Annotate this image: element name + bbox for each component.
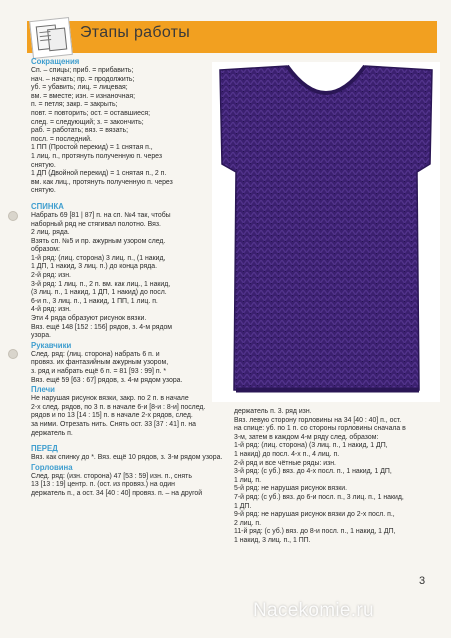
text-line: 7-й ряд: (с уб.) вяз. до 6-и посл. п., 3 лиц. п., 1 накид, xyxy=(234,493,404,501)
text-line: 3-й ряд: 1 лиц. п., 2 п. вм. как лиц., 1 накид, xyxy=(31,280,171,288)
text-line: 1 ПП (Простой перекид) = 1 снятая п., xyxy=(31,144,153,152)
section-heading: ПЕРЕД xyxy=(31,444,58,454)
text-line: 1 ДП. xyxy=(234,502,252,510)
text-line: Вяз. ещё 148 [152 : 156] рядов, з. 4-м рядом xyxy=(31,323,173,331)
text-line: уб. = убавить; лиц. = лицевая; xyxy=(31,84,128,92)
text-line: держатель п. xyxy=(31,429,73,437)
text-line: 1 ДП (Двойной перекид) = 1 снятая п., 2 п. xyxy=(31,170,167,178)
text-line: (3 лиц. п., 1 накид, 1 ДП, 1 накид) до посл. xyxy=(31,289,167,297)
text-line: 13 [13 : 19] центр. п. (ост. из провяз.) на один xyxy=(31,481,175,489)
text-line: 4-й ряд: изн. xyxy=(31,306,71,314)
text-line: 3-й ряд: (с уб.) вяз. до 4-х посл. п., 1 накид, 1 ДП, xyxy=(234,468,392,476)
text-line: рядов и по 13 [14 : 15] п. в начале 2-х рядов, след. xyxy=(31,412,193,420)
instructions-left-column xyxy=(31,57,223,499)
text-line: раб. = работать; вяз. = вязать; xyxy=(31,127,129,135)
text-line: Вяз. как спинку до *. Вяз. ещё 10 рядов, з. 3-м рядом узора. xyxy=(31,454,223,462)
binder-hole xyxy=(8,211,18,221)
text-line: наборный ряд не стягивал полотно. Вяз. xyxy=(31,220,161,228)
text-line: провяз. их фантазийным ажурным узором, xyxy=(31,359,169,367)
text-line: з. ряд и набрать ещё 6 п. = 81 [93 : 99] п. * xyxy=(31,368,167,375)
text-line: След. ряд: (лиц. сторона) набрать 6 п. и xyxy=(31,350,160,358)
text-line: за ними. Отрезать нить. Снять ост. 33 [37 : 41] п. на xyxy=(31,420,196,428)
section-heading: Рукавчики xyxy=(31,340,72,350)
text-line: нач. – начать; пр. = продолжить; xyxy=(31,75,135,83)
text-line: вм. = вместе; изн. = изнаночная; xyxy=(31,92,136,100)
section-heading: Плечи xyxy=(31,385,55,395)
text-line: 2-х след. рядов, по 3 п. в начале 6-и [8-и : 8-и] послед. xyxy=(31,403,206,411)
text-line: 1 накид, 3 лиц. п., 1 ПП. xyxy=(234,536,311,544)
page-number: 3 xyxy=(419,575,426,587)
text-line: 11-й ряд: (с уб.) вяз. до 8-и посл. п., 1 накид, 1 ДП, xyxy=(234,528,396,536)
binder-hole xyxy=(8,349,18,359)
text-line: 2-й ряд: изн. xyxy=(31,272,71,280)
text-line: 1-й ряд: (лиц. сторона) (3 лиц. п., 1 накид, 1 ДП, xyxy=(234,442,388,450)
section-heading: Горловина xyxy=(31,462,73,472)
text-line: Не нарушая рисунок вязки, закр. по 2 п. в начале xyxy=(31,395,189,403)
text-line: держатель п. 3. ряд изн. xyxy=(234,408,312,415)
text-line: 1-й ряд: (лиц. сторона) 3 лиц. п., (1 накид, xyxy=(31,254,166,262)
knitted-top-illustration xyxy=(212,62,440,402)
text-line: Взять сп. №5 и пр. ажурным узором след. xyxy=(31,237,166,245)
text-line: снятую. xyxy=(31,161,56,169)
patterns-icon xyxy=(29,17,73,59)
text-line: Вяз. ещё 59 [63 : 67] рядов, з. 4-м рядом узора. xyxy=(31,376,183,384)
garment-shape xyxy=(220,66,432,390)
section-heading: СПИНКА xyxy=(31,201,64,211)
knitted-top-photo xyxy=(212,62,440,402)
text-line: 3-м, затем в каждом 4-м ряду след. образом: xyxy=(234,433,379,441)
text-line: Набрать 69 [81 | 87] п. на сп. №4 так, чтобы xyxy=(31,211,171,219)
text-line: 6-и п., 3 лиц. п., 1 накид, 1 ПП, 1 лиц. п. xyxy=(31,297,158,305)
text-line: 1 лиц. п. xyxy=(234,476,262,484)
watermark: Nacekomie.ru xyxy=(253,600,374,621)
text-line: повт. = повторить; ост. = оставшиеся; xyxy=(31,109,151,117)
text-line: 9-й ряд: не нарушая рисунок вязки до 2-х посл. п., xyxy=(234,511,395,519)
text-line: 1 ДП, 1 накид, 3 лиц. п.) до конца ряда. xyxy=(31,263,157,271)
text-line: посл. = последний. xyxy=(31,135,92,143)
text-line: Вяз. левую сторону горловины на 34 [40 : 40] п., ост. xyxy=(234,416,402,424)
text-line: след. = следующий; з. = закончить; xyxy=(31,118,144,126)
text-line: 1 накид) до посл. 4-х п., 4 лиц. п. xyxy=(234,450,340,458)
text-line: 2 лиц. п. xyxy=(234,519,262,527)
text-line: вм. как лиц., протянуть полученную п. через xyxy=(31,178,173,186)
text-line: узора. xyxy=(31,332,51,340)
text-line: 5-й ряд: не нарушая рисунок вязки. xyxy=(234,485,348,493)
text-line: снятую. xyxy=(31,187,56,195)
text-line: образом: xyxy=(31,246,60,254)
text-line: Сп. – спицы; приб. = прибавить; xyxy=(31,67,134,74)
text-line: 1 лиц. п., протянуть полученную п. через xyxy=(31,152,163,160)
text-line: След. ряд: (изн. сторона) 47 [53 : 59] изн. п., снять xyxy=(31,472,192,480)
text-line: на спице: уб. по 1 п. со стороны горловины сначала в xyxy=(234,425,406,433)
text-line: п. = петля; закр. = закрыть; xyxy=(31,101,118,109)
instructions-right-column xyxy=(234,408,430,546)
section-heading: Сокращения xyxy=(31,57,80,66)
text-line: 2-й ряд и все чётные ряды: изн. xyxy=(234,459,336,467)
text-line: держатель п., а ост. 34 [40 : 40] провяз. п. – на другой xyxy=(31,489,203,497)
text-line: Эти 4 ряда образуют рисунок вязки. xyxy=(31,315,147,323)
page-title: Этапы работы xyxy=(80,24,191,41)
text-line: 2 лиц. ряда. xyxy=(31,229,70,237)
